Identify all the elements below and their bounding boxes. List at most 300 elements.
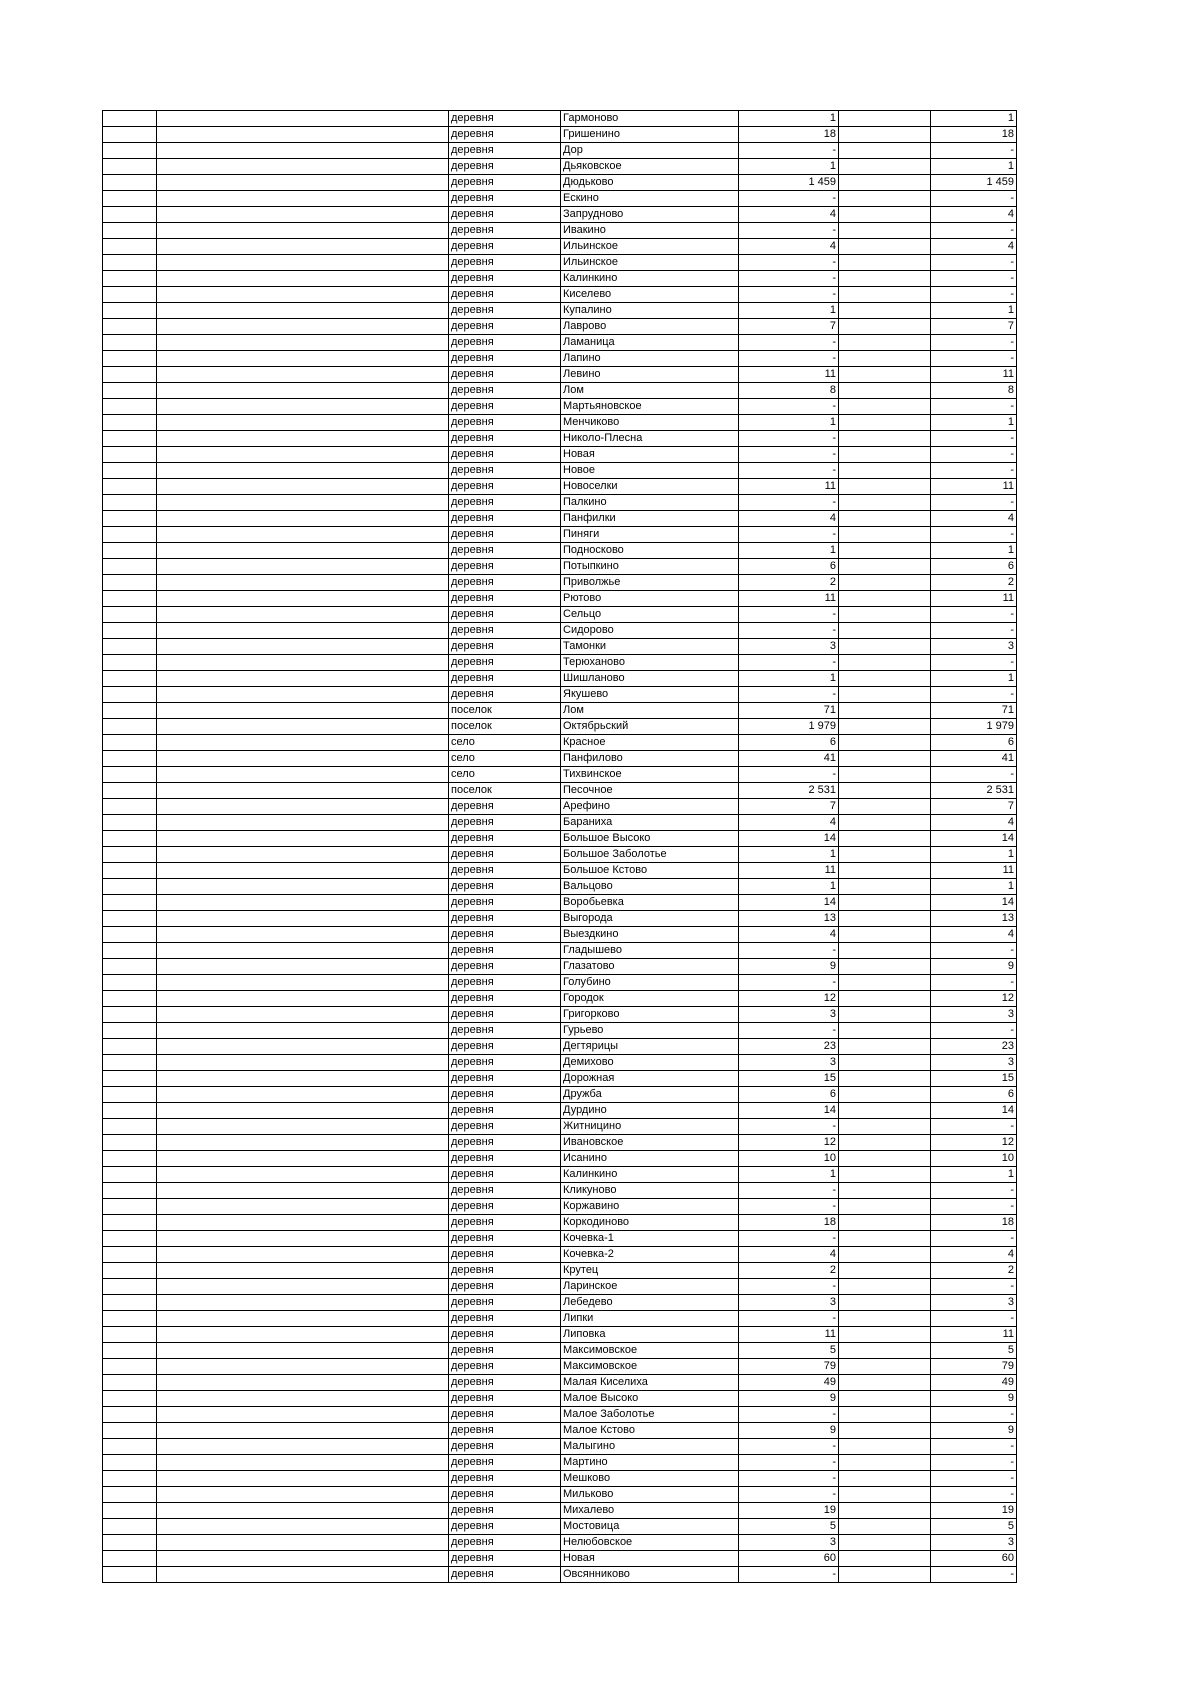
table-row [103, 799, 1017, 815]
settlement-name-cell: Григорково [561, 1007, 739, 1023]
table-row [103, 1503, 1017, 1519]
empty-cell [839, 815, 931, 831]
empty-cell [839, 1151, 931, 1167]
empty-cell [157, 1519, 449, 1535]
empty-cell [157, 335, 449, 351]
empty-cell [103, 1071, 157, 1087]
total-count-cell: - [739, 351, 839, 367]
empty-cell [839, 1551, 931, 1567]
settlement-name-cell: Якушево [561, 687, 739, 703]
empty-cell [839, 959, 931, 975]
table-row [103, 559, 1017, 575]
total-count-cell: - [739, 223, 839, 239]
empty-cell [839, 175, 931, 191]
empty-cell [839, 879, 931, 895]
empty-cell [839, 943, 931, 959]
total-count-cell: 11 [739, 479, 839, 495]
settlement-name-cell: Городок [561, 991, 739, 1007]
empty-cell [103, 255, 157, 271]
total-count-cell: 4 [739, 207, 839, 223]
table-row [103, 831, 1017, 847]
empty-cell [157, 1103, 449, 1119]
count-cell: - [931, 463, 1017, 479]
table-row [103, 1375, 1017, 1391]
empty-cell [103, 671, 157, 687]
total-count-cell: 4 [739, 239, 839, 255]
total-count-cell: 18 [739, 127, 839, 143]
empty-cell [839, 399, 931, 415]
settlement-type-cell: деревня [449, 943, 561, 959]
empty-cell [103, 1263, 157, 1279]
count-cell: 6 [931, 559, 1017, 575]
empty-cell [839, 511, 931, 527]
settlement-name-cell: Малое Высоко [561, 1391, 739, 1407]
empty-cell [103, 367, 157, 383]
empty-cell [103, 959, 157, 975]
empty-cell [157, 847, 449, 863]
total-count-cell: 7 [739, 799, 839, 815]
empty-cell [157, 767, 449, 783]
total-count-cell: - [739, 271, 839, 287]
empty-cell [103, 1471, 157, 1487]
empty-cell [103, 783, 157, 799]
empty-cell [103, 991, 157, 1007]
empty-cell [103, 1311, 157, 1327]
settlement-name-cell: Гришенино [561, 127, 739, 143]
table-row [103, 1039, 1017, 1055]
empty-cell [839, 1167, 931, 1183]
empty-cell [103, 687, 157, 703]
total-count-cell: 13 [739, 911, 839, 927]
settlement-type-cell: деревня [449, 111, 561, 127]
empty-cell [157, 1311, 449, 1327]
settlement-type-cell: деревня [449, 1215, 561, 1231]
settlement-type-cell: деревня [449, 1519, 561, 1535]
settlement-type-cell: деревня [449, 271, 561, 287]
empty-cell [839, 655, 931, 671]
table-row [103, 1455, 1017, 1471]
count-cell: - [931, 943, 1017, 959]
empty-cell [103, 975, 157, 991]
empty-cell [839, 719, 931, 735]
settlement-name-cell: Мильково [561, 1487, 739, 1503]
empty-cell [103, 1103, 157, 1119]
empty-cell [839, 1231, 931, 1247]
table-row [103, 143, 1017, 159]
count-cell: - [931, 495, 1017, 511]
empty-cell [103, 703, 157, 719]
count-cell: 8 [931, 383, 1017, 399]
empty-cell [157, 815, 449, 831]
count-cell: 11 [931, 591, 1017, 607]
count-cell: - [931, 335, 1017, 351]
count-cell: - [931, 1183, 1017, 1199]
settlement-name-cell: Николо-Плесна [561, 431, 739, 447]
empty-cell [103, 1423, 157, 1439]
total-count-cell: - [739, 1279, 839, 1295]
table-row [103, 1551, 1017, 1567]
settlement-type-cell: деревня [449, 1311, 561, 1327]
empty-cell [103, 1247, 157, 1263]
empty-cell [839, 1423, 931, 1439]
settlement-type-cell: деревня [449, 1087, 561, 1103]
settlement-name-cell: Панфилки [561, 511, 739, 527]
settlement-type-cell: деревня [449, 351, 561, 367]
settlement-type-cell: деревня [449, 383, 561, 399]
empty-cell [103, 1567, 157, 1583]
settlement-name-cell: Демихово [561, 1055, 739, 1071]
empty-cell [157, 271, 449, 287]
settlement-type-cell: деревня [449, 1359, 561, 1375]
count-cell: 41 [931, 751, 1017, 767]
count-cell: - [931, 1023, 1017, 1039]
empty-cell [839, 303, 931, 319]
count-cell: 5 [931, 1343, 1017, 1359]
empty-cell [839, 559, 931, 575]
empty-cell [839, 1007, 931, 1023]
table-row [103, 1135, 1017, 1151]
table-row [103, 239, 1017, 255]
total-count-cell: 3 [739, 1055, 839, 1071]
empty-cell [157, 1535, 449, 1551]
total-count-cell: - [739, 687, 839, 703]
settlement-type-cell: деревня [449, 479, 561, 495]
total-count-cell: 6 [739, 735, 839, 751]
settlement-name-cell: Лапино [561, 351, 739, 367]
empty-cell [103, 559, 157, 575]
count-cell: 49 [931, 1375, 1017, 1391]
empty-cell [103, 1295, 157, 1311]
table-row [103, 1151, 1017, 1167]
count-cell: 11 [931, 863, 1017, 879]
table-row [103, 1263, 1017, 1279]
empty-cell [157, 943, 449, 959]
empty-cell [839, 1327, 931, 1343]
empty-cell [839, 799, 931, 815]
empty-cell [157, 175, 449, 191]
total-count-cell: - [739, 1311, 839, 1327]
empty-cell [157, 559, 449, 575]
empty-cell [839, 1487, 931, 1503]
empty-cell [103, 1231, 157, 1247]
settlement-name-cell: Малое Заболотье [561, 1407, 739, 1423]
empty-cell [839, 591, 931, 607]
settlement-type-cell: деревня [449, 287, 561, 303]
settlement-type-cell: деревня [449, 1231, 561, 1247]
count-cell: - [931, 271, 1017, 287]
empty-cell [157, 431, 449, 447]
settlement-name-cell: Тихвинское [561, 767, 739, 783]
total-count-cell: 79 [739, 1359, 839, 1375]
count-cell: 4 [931, 207, 1017, 223]
empty-cell [103, 815, 157, 831]
settlement-name-cell: Малыгино [561, 1439, 739, 1455]
table-row [103, 191, 1017, 207]
table-row [103, 879, 1017, 895]
count-cell: - [931, 1119, 1017, 1135]
empty-cell [103, 1167, 157, 1183]
settlement-type-cell: деревня [449, 687, 561, 703]
empty-cell [103, 911, 157, 927]
table-row [103, 431, 1017, 447]
table-row [103, 1567, 1017, 1583]
empty-cell [103, 575, 157, 591]
settlement-type-cell: деревня [449, 207, 561, 223]
empty-cell [839, 623, 931, 639]
count-cell: 1 459 [931, 175, 1017, 191]
count-cell: 9 [931, 959, 1017, 975]
count-cell: - [931, 1471, 1017, 1487]
count-cell: - [931, 1407, 1017, 1423]
empty-cell [103, 415, 157, 431]
table-row [103, 1055, 1017, 1071]
count-cell: - [931, 767, 1017, 783]
total-count-cell: 4 [739, 1247, 839, 1263]
empty-cell [157, 991, 449, 1007]
table-row [103, 527, 1017, 543]
settlement-name-cell: Тамонки [561, 639, 739, 655]
count-cell: 3 [931, 1535, 1017, 1551]
count-cell: 18 [931, 127, 1017, 143]
empty-cell [103, 1023, 157, 1039]
empty-cell [157, 799, 449, 815]
total-count-cell: 1 [739, 543, 839, 559]
empty-cell [157, 1487, 449, 1503]
settlement-type-cell: деревня [449, 927, 561, 943]
empty-cell [157, 623, 449, 639]
table-row [103, 783, 1017, 799]
settlement-type-cell: деревня [449, 543, 561, 559]
total-count-cell: 4 [739, 511, 839, 527]
table-row [103, 911, 1017, 927]
empty-cell [103, 207, 157, 223]
count-cell: - [931, 143, 1017, 159]
settlement-name-cell: Гурьево [561, 1023, 739, 1039]
empty-cell [103, 1375, 157, 1391]
empty-cell [839, 415, 931, 431]
empty-cell [157, 1327, 449, 1343]
empty-cell [103, 1119, 157, 1135]
empty-cell [839, 223, 931, 239]
count-cell: 7 [931, 319, 1017, 335]
empty-cell [103, 287, 157, 303]
total-count-cell: 49 [739, 1375, 839, 1391]
count-cell: - [931, 223, 1017, 239]
empty-cell [103, 1503, 157, 1519]
count-cell: 18 [931, 1215, 1017, 1231]
table-row [103, 511, 1017, 527]
settlement-type-cell: деревня [449, 1135, 561, 1151]
empty-cell [839, 1519, 931, 1535]
total-count-cell: - [739, 1471, 839, 1487]
empty-cell [157, 1455, 449, 1471]
count-cell: 19 [931, 1503, 1017, 1519]
total-count-cell: 15 [739, 1071, 839, 1087]
empty-cell [839, 463, 931, 479]
empty-cell [157, 127, 449, 143]
settlement-name-cell: Дегтярицы [561, 1039, 739, 1055]
total-count-cell: 2 [739, 1263, 839, 1279]
count-cell: 6 [931, 735, 1017, 751]
empty-cell [103, 431, 157, 447]
empty-cell [103, 1039, 157, 1055]
empty-cell [157, 1007, 449, 1023]
total-count-cell: 14 [739, 895, 839, 911]
settlements-table [102, 110, 1017, 1583]
total-count-cell: - [739, 1407, 839, 1423]
empty-cell [157, 1263, 449, 1279]
empty-cell [103, 463, 157, 479]
empty-cell [839, 1407, 931, 1423]
empty-cell [103, 143, 157, 159]
empty-cell [157, 239, 449, 255]
settlement-type-cell: село [449, 767, 561, 783]
count-cell: 2 [931, 1263, 1017, 1279]
count-cell: - [931, 399, 1017, 415]
total-count-cell: 3 [739, 1535, 839, 1551]
empty-cell [103, 543, 157, 559]
empty-cell [103, 639, 157, 655]
table-row [103, 687, 1017, 703]
empty-cell [103, 831, 157, 847]
empty-cell [103, 319, 157, 335]
empty-cell [157, 1471, 449, 1487]
count-cell: 3 [931, 639, 1017, 655]
table-row [103, 399, 1017, 415]
settlement-type-cell: деревня [449, 975, 561, 991]
table-row [103, 1535, 1017, 1551]
settlement-name-cell: Ламаница [561, 335, 739, 351]
settlement-name-cell: Новое [561, 463, 739, 479]
empty-cell [839, 783, 931, 799]
settlement-type-cell: деревня [449, 879, 561, 895]
table-row [103, 991, 1017, 1007]
settlement-name-cell: Пиняги [561, 527, 739, 543]
settlement-name-cell: Крутец [561, 1263, 739, 1279]
total-count-cell: 1 [739, 111, 839, 127]
empty-cell [157, 1039, 449, 1055]
settlement-name-cell: Большое Заболотье [561, 847, 739, 863]
empty-cell [103, 895, 157, 911]
total-count-cell: - [739, 527, 839, 543]
count-cell: - [931, 1487, 1017, 1503]
empty-cell [103, 927, 157, 943]
settlement-name-cell: Дружба [561, 1087, 739, 1103]
count-cell: 12 [931, 1135, 1017, 1151]
settlement-name-cell: Новоселки [561, 479, 739, 495]
table-row [103, 1295, 1017, 1311]
empty-cell [839, 111, 931, 127]
empty-cell [103, 655, 157, 671]
settlement-type-cell: деревня [449, 1471, 561, 1487]
total-count-cell: 9 [739, 1391, 839, 1407]
empty-cell [839, 1119, 931, 1135]
empty-cell [157, 1423, 449, 1439]
table-row [103, 847, 1017, 863]
settlement-type-cell: деревня [449, 1327, 561, 1343]
empty-cell [157, 735, 449, 751]
empty-cell [839, 239, 931, 255]
empty-cell [103, 591, 157, 607]
total-count-cell: - [739, 1439, 839, 1455]
settlement-type-cell: деревня [449, 303, 561, 319]
empty-cell [157, 111, 449, 127]
settlement-name-cell: Ивановское [561, 1135, 739, 1151]
empty-cell [157, 255, 449, 271]
empty-cell [839, 751, 931, 767]
total-count-cell: - [739, 1023, 839, 1039]
empty-cell [103, 1455, 157, 1471]
settlement-name-cell: Кочевка-1 [561, 1231, 739, 1247]
settlement-type-cell: деревня [449, 159, 561, 175]
count-cell: - [931, 1199, 1017, 1215]
empty-cell [839, 1295, 931, 1311]
settlement-name-cell: Терюханово [561, 655, 739, 671]
settlement-name-cell: Калинкино [561, 1167, 739, 1183]
total-count-cell: 3 [739, 639, 839, 655]
table-row [103, 1311, 1017, 1327]
total-count-cell: 3 [739, 1007, 839, 1023]
total-count-cell: - [739, 447, 839, 463]
count-cell: - [931, 527, 1017, 543]
table-row [103, 367, 1017, 383]
empty-cell [157, 671, 449, 687]
table-row [103, 1327, 1017, 1343]
empty-cell [839, 431, 931, 447]
empty-cell [157, 1151, 449, 1167]
empty-cell [157, 1567, 449, 1583]
settlement-name-cell: Липки [561, 1311, 739, 1327]
table-row [103, 767, 1017, 783]
empty-cell [839, 1103, 931, 1119]
empty-cell [839, 1055, 931, 1071]
total-count-cell: 11 [739, 1327, 839, 1343]
count-cell: - [931, 655, 1017, 671]
total-count-cell: - [739, 1231, 839, 1247]
empty-cell [157, 1375, 449, 1391]
count-cell: 11 [931, 1327, 1017, 1343]
empty-cell [839, 703, 931, 719]
empty-cell [103, 1535, 157, 1551]
empty-cell [839, 1359, 931, 1375]
count-cell: 5 [931, 1519, 1017, 1535]
empty-cell [839, 1567, 931, 1583]
empty-cell [839, 607, 931, 623]
settlement-type-cell: деревня [449, 447, 561, 463]
settlement-type-cell: деревня [449, 431, 561, 447]
count-cell: - [931, 351, 1017, 367]
table-row [103, 383, 1017, 399]
settlement-type-cell: деревня [449, 511, 561, 527]
empty-cell [157, 1055, 449, 1071]
settlement-name-cell: Калинкино [561, 271, 739, 287]
settlement-name-cell: Кочевка-2 [561, 1247, 739, 1263]
empty-cell [157, 751, 449, 767]
empty-cell [103, 271, 157, 287]
empty-cell [157, 655, 449, 671]
empty-cell [157, 1279, 449, 1295]
empty-cell [103, 1439, 157, 1455]
count-cell: 79 [931, 1359, 1017, 1375]
empty-cell [103, 511, 157, 527]
empty-cell [839, 1471, 931, 1487]
settlement-name-cell: Гладышево [561, 943, 739, 959]
total-count-cell: 9 [739, 959, 839, 975]
settlement-name-cell: Киселево [561, 287, 739, 303]
table-row [103, 607, 1017, 623]
empty-cell [157, 479, 449, 495]
total-count-cell: 11 [739, 863, 839, 879]
